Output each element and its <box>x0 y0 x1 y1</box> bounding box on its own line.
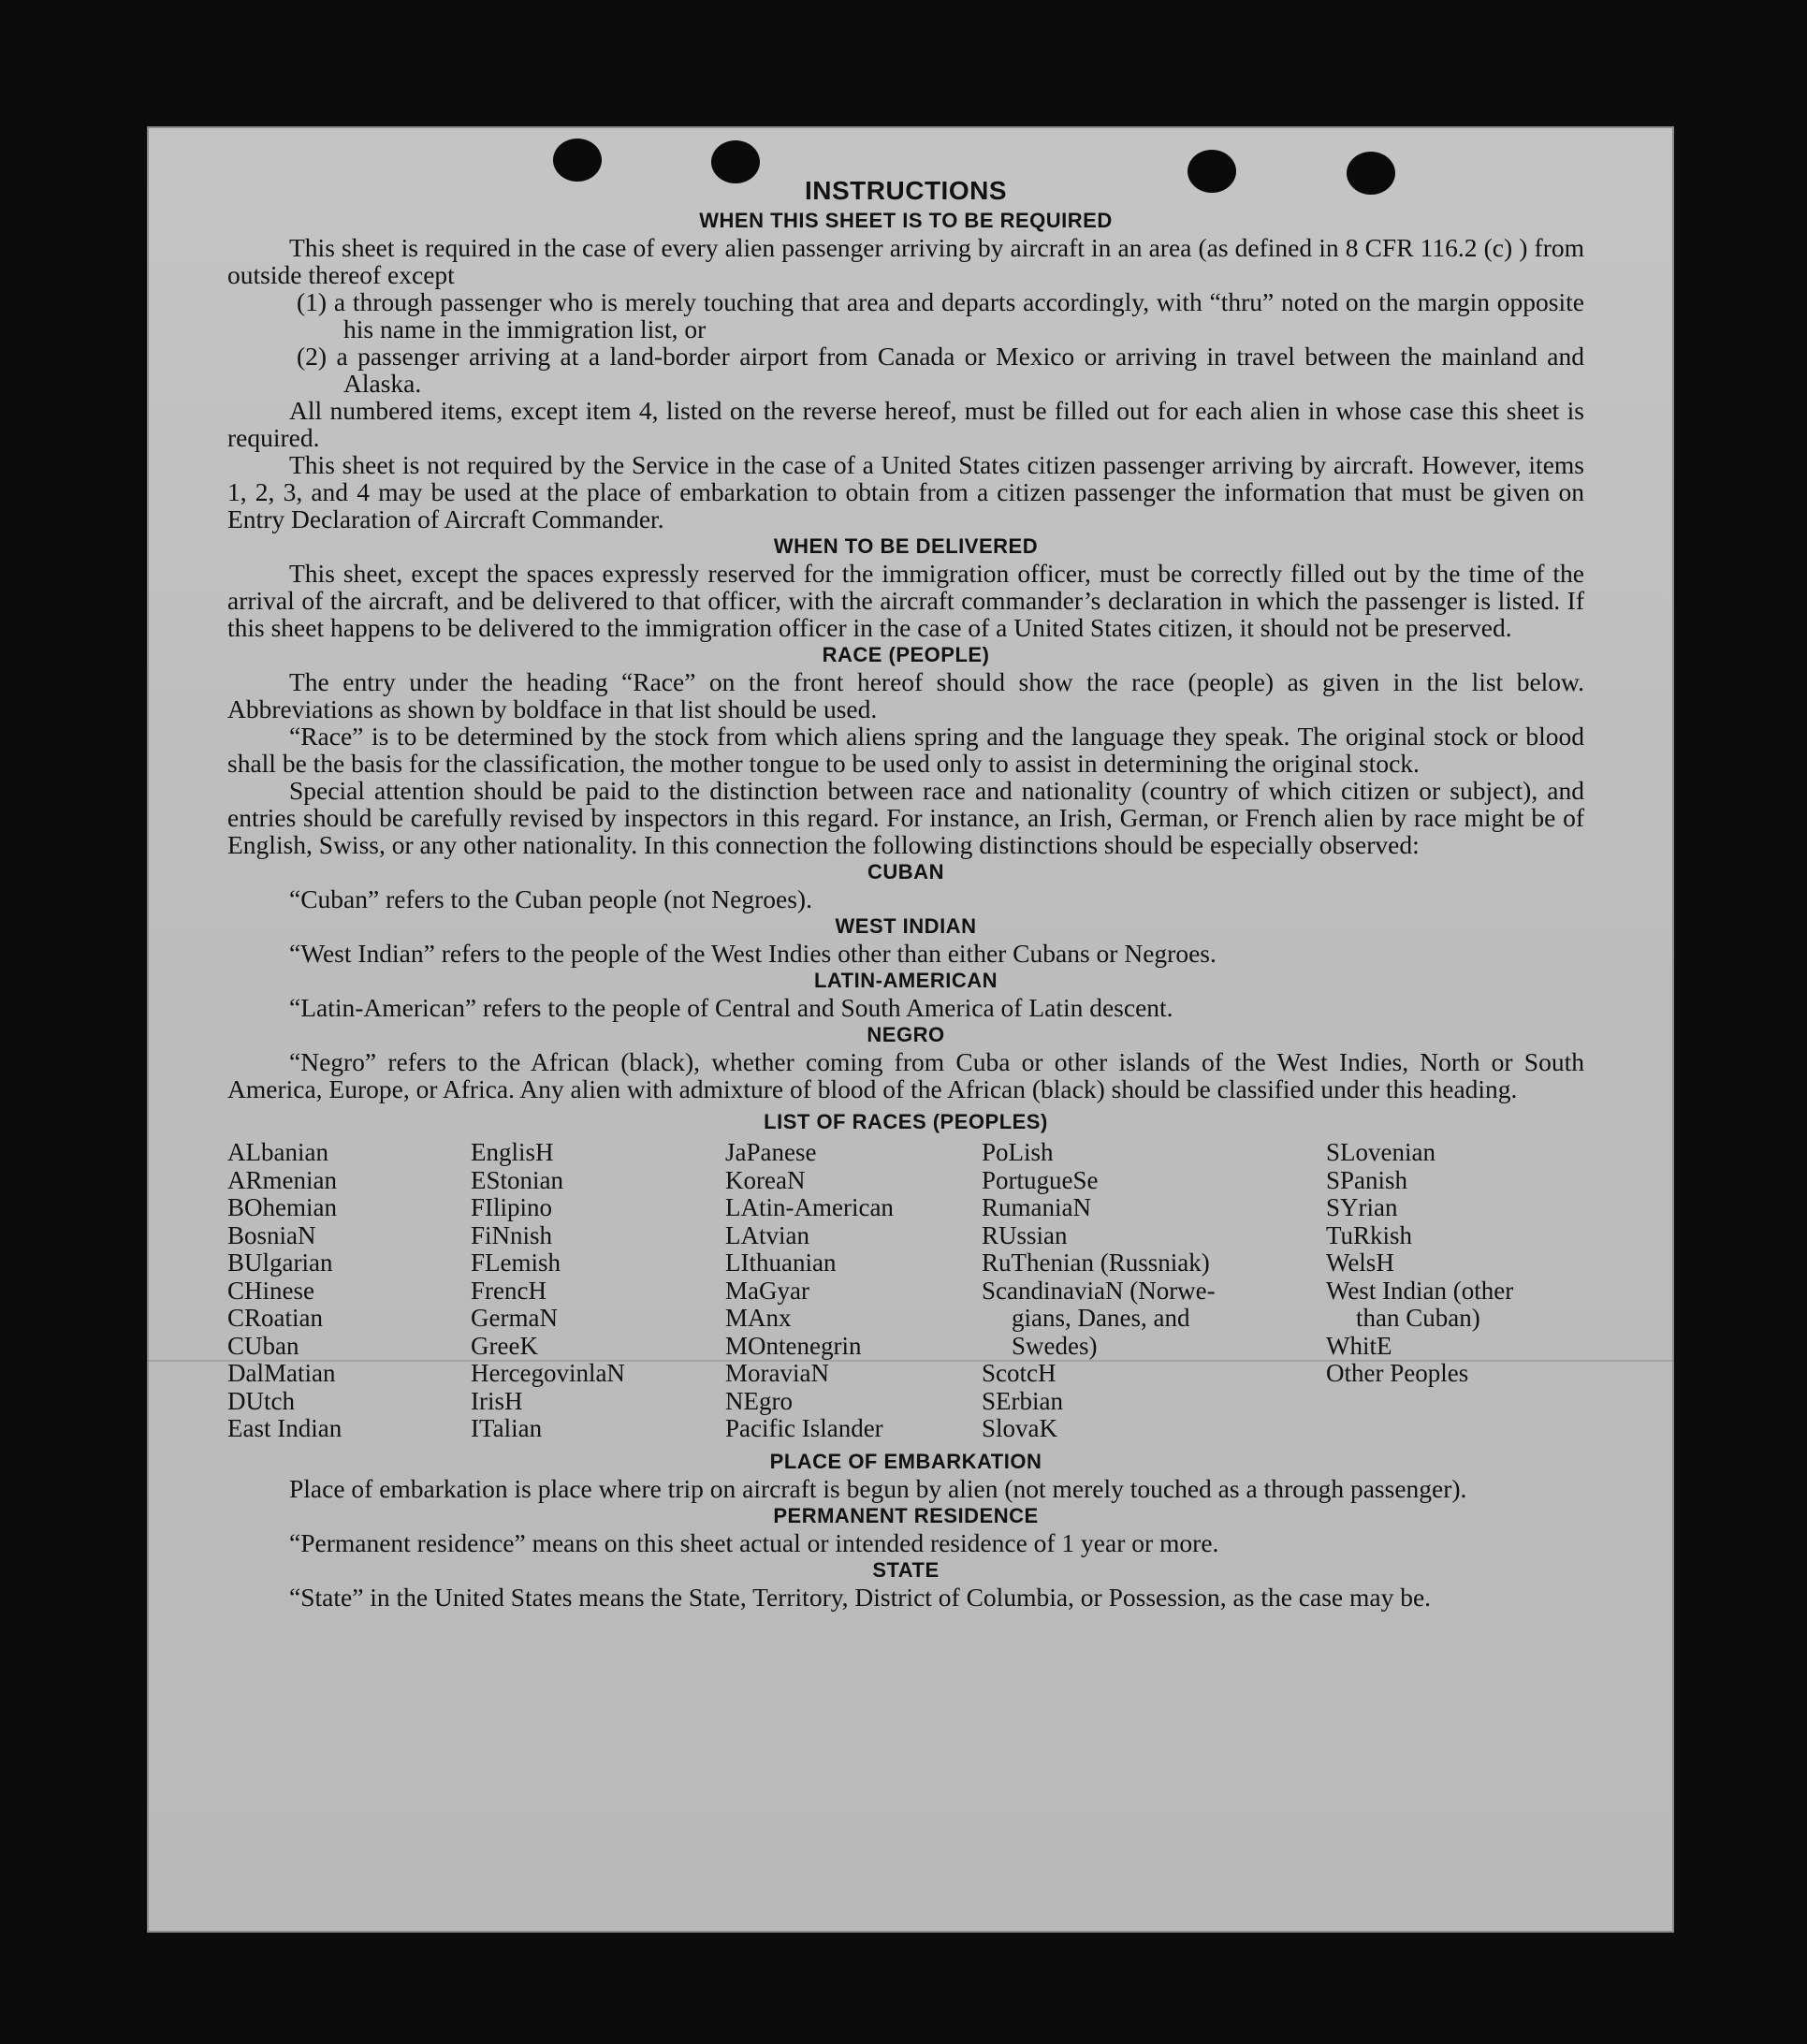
race-item: SLovenian <box>1326 1138 1435 1166</box>
race-item: LAtin-American <box>725 1193 894 1221</box>
race-item: FIlipino <box>471 1193 553 1221</box>
race-item: NEgro <box>725 1386 793 1415</box>
race-item: MaGyar <box>725 1276 809 1305</box>
race-item: WelsH <box>1326 1248 1394 1277</box>
race-item: GermaN <box>471 1304 558 1332</box>
form-sheet <box>147 126 1674 1933</box>
exception-item-2: (2) a passenger arriving at a land-border airport from Canada or Mexico or arriving in travel between the mainland and Alaska. <box>297 342 1584 398</box>
race-item: RumaniaN <box>982 1193 1091 1221</box>
text-cuban: “Cuban” refers to the Cuban people (not Negroes). <box>289 884 812 913</box>
race-column-5 <box>1326 1139 1513 1388</box>
race-item: SErbian <box>982 1386 1063 1415</box>
race-list <box>227 1139 1584 1448</box>
heading-race: RACE (PEOPLE) <box>822 643 990 666</box>
paragraph-race-stock: “Race” is to be determined by the stock from which aliens spring and the language they speak. The original stock or blood shall be the basis for the classification, the mother tongue to be used only to assist in determining the original stock. <box>227 722 1584 778</box>
text-state: “State” in the United States means the State, Territory, District of Columbia, or Possession, as the case may be. <box>289 1583 1432 1612</box>
race-item: MoraviaN <box>725 1359 829 1387</box>
race-item: ARmenian <box>227 1165 337 1194</box>
exception-item-1: (1) a through passenger who is merely touching that area and departs accordingly, with “thru” noted on the margin opposite his name in the immigration list, or <box>297 287 1584 343</box>
race-item: PoLish <box>982 1138 1054 1166</box>
race-item: East Indian <box>227 1414 342 1442</box>
race-item: KoreaN <box>725 1165 806 1194</box>
race-item-continued: than Cuban) <box>1356 1304 1480 1332</box>
heading-when-required: WHEN THIS SHEET IS TO BE REQUIRED <box>699 209 1113 232</box>
heading-permanent-residence: PERMANENT RESIDENCE <box>773 1504 1039 1527</box>
race-item: West Indian (other <box>1326 1276 1514 1305</box>
paragraph-numbered-items: All numbered items, except item 4, listed on the reverse hereof, must be filled out for each alien in whose case this sheet is required. <box>227 396 1584 452</box>
instructions-body <box>227 175 1584 1611</box>
race-item: FLemish <box>471 1248 561 1277</box>
heading-west-indian: WEST INDIAN <box>835 914 977 938</box>
text-place-of-embarkation: Place of embarkation is place where trip on aircraft is begun by alien (not merely touched as a through passenger). <box>289 1474 1467 1503</box>
race-item: BosniaN <box>227 1220 316 1249</box>
heading-cuban: CUBAN <box>867 860 944 883</box>
race-item: BOhemian <box>227 1193 337 1221</box>
paragraph-delivered: This sheet, except the spaces expressly reserved for the immigration officer, must be correctly filled out by the time of the arrival of the aircraft, and be delivered to that officer, with the aircraft commander’s declaration in which the passenger is listed. If this sheet happens to be delivered to the immigration officer in the case of a United States citizen, it should not be preserved. <box>227 559 1584 642</box>
race-item: RuThenian (Russniak) <box>982 1248 1210 1277</box>
race-item: LIthuanian <box>725 1248 837 1277</box>
race-column-3 <box>725 1139 894 1443</box>
text-permanent-residence: “Permanent residence” means on this sheet actual or intended residence of 1 year or more. <box>289 1528 1219 1557</box>
race-item: MAnx <box>725 1304 792 1332</box>
text-latin-american: “Latin-American” refers to the people of Central and South America of Latin descent. <box>289 993 1173 1022</box>
race-item: ScotcH <box>982 1359 1057 1387</box>
page-title: INSTRUCTIONS <box>805 176 1007 205</box>
race-item: ITalian <box>471 1414 543 1442</box>
race-item: CHinese <box>227 1276 314 1305</box>
race-item: GreeK <box>471 1331 538 1360</box>
race-item: EStonian <box>471 1165 563 1194</box>
race-item: FiNnish <box>471 1220 553 1249</box>
text-west-indian: “West Indian” refers to the people of the West Indies other than either Cubans or Negroes. <box>289 939 1217 968</box>
race-item: CRoatian <box>227 1304 323 1332</box>
race-item: TuRkish <box>1326 1220 1413 1249</box>
text-negro: “Negro” refers to the African (black), whether coming from Cuba or other islands of the West Indies, North or South America, Europe, or Africa. Any alien with admixture of blood of the African (black) should be classified under this heading. <box>227 1047 1584 1103</box>
race-item: JaPanese <box>725 1138 817 1166</box>
race-item: DUtch <box>227 1386 295 1415</box>
race-item: IrisH <box>471 1386 523 1415</box>
race-column-2 <box>471 1139 625 1443</box>
race-item: WhitE <box>1326 1331 1392 1360</box>
race-item: BUlgarian <box>227 1248 333 1277</box>
race-item: PortugueSe <box>982 1165 1099 1194</box>
heading-latin-american: LATIN-AMERICAN <box>813 969 998 992</box>
race-item: ScandinaviaN (Norwe- <box>982 1276 1216 1305</box>
race-item: Pacific Islander <box>725 1414 883 1442</box>
race-item: HercegovinlaN <box>471 1359 625 1387</box>
heading-list-of-races: LIST OF RACES (PEOPLES) <box>764 1110 1048 1133</box>
heading-when-delivered: WHEN TO BE DELIVERED <box>773 534 1039 558</box>
race-item: ALbanian <box>227 1138 328 1166</box>
paragraph-citizen: This sheet is not required by the Service in the case of a United States citizen passenger arriving by aircraft. However, items 1, 2, 3, and 4 may be used at the place of embarkation to obtain from a citizen passenger the information that must be given on Entry Declaration of Aircraft Commander. <box>227 450 1584 533</box>
race-item: SPanish <box>1326 1165 1408 1194</box>
race-item: FrencH <box>471 1276 546 1305</box>
race-item-continued: Swedes) <box>1012 1331 1098 1360</box>
heading-place-of-embarkation: PLACE OF EMBARKATION <box>769 1450 1042 1473</box>
race-item-continued: gians, Danes, and <box>1012 1304 1190 1332</box>
race-column-4 <box>982 1139 1216 1443</box>
race-item: SlovaK <box>982 1414 1057 1442</box>
heading-state: STATE <box>872 1558 940 1582</box>
race-item: Other Peoples <box>1326 1359 1469 1387</box>
race-item: CUban <box>227 1331 299 1360</box>
paragraph-required: This sheet is required in the case of every alien passenger arriving by aircraft in an area (as defined in 8 CFR 116.2 (c) ) from outside thereof except <box>227 233 1584 289</box>
race-item: SYrian <box>1326 1193 1398 1221</box>
paragraph-race-entry: The entry under the heading “Race” on the front hereof should show the race (people) as given in the list below. Abbreviations as shown by boldface in that list should be used. <box>227 667 1584 723</box>
heading-negro: NEGRO <box>867 1023 945 1046</box>
race-item: LAtvian <box>725 1220 809 1249</box>
race-item: MOntenegrin <box>725 1331 862 1360</box>
race-item: EnglisH <box>471 1138 554 1166</box>
race-item: DalMatian <box>227 1359 336 1387</box>
race-item: RUssian <box>982 1220 1068 1249</box>
paragraph-race-nationality: Special attention should be paid to the distinction between race and nationality (country of which citizen or subject), and entries should be carefully revised by inspectors in this regard. For instance, an Irish, German, or French alien by race might be of English, Swiss, or any other nationality. In this connection the following distinctions should be especially observed: <box>227 776 1584 859</box>
race-column-1 <box>227 1139 342 1443</box>
